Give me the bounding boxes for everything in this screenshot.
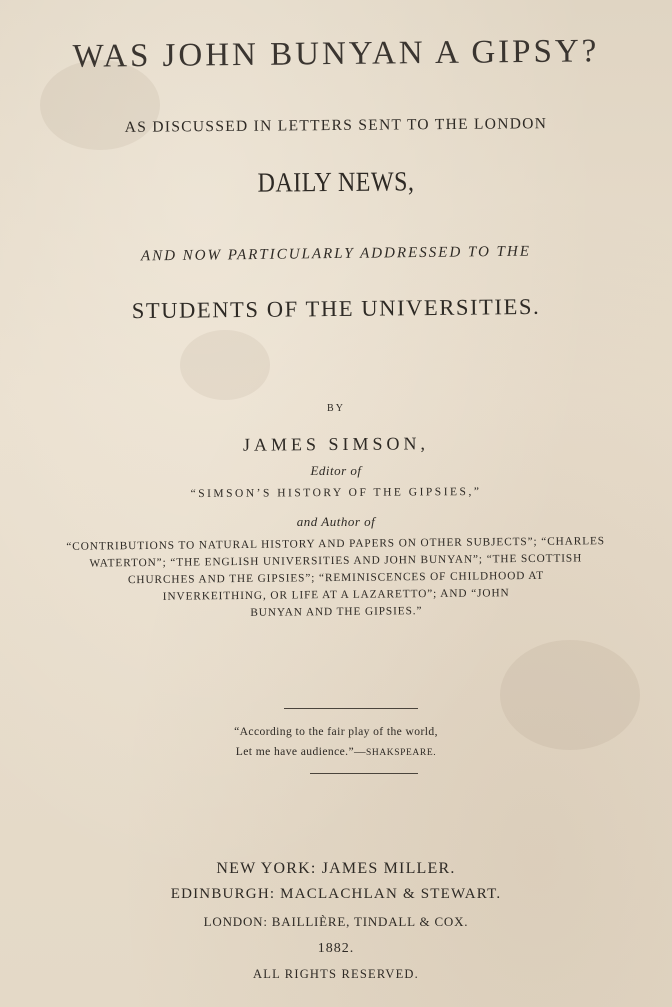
divider-rule-bottom (310, 773, 418, 774)
epigraph-line-2 (0, 742, 672, 763)
publication-year: 1882. (317, 941, 355, 956)
and-author-of-label: and Author of (296, 514, 376, 529)
rights-notice: ALL RIGHTS RESERVED. (253, 967, 419, 981)
audience-line: STUDENTS OF THE UNIVERSITIES. (131, 293, 541, 324)
book-title: WAS JOHN BUNYAN A GIPSY? (72, 33, 600, 75)
editor-of-label: Editor of (310, 463, 362, 478)
works-line: CHURCHES AND THE GIPSIES”; “REMINISCENCES OF CHILDHOOD AT (127, 569, 545, 587)
epigraph (0, 722, 672, 763)
epigraph-line-1: “According to the fair play of the world, (234, 725, 438, 738)
works-line: BUNYAN AND THE GIPSIES.” (250, 605, 423, 619)
newspaper-name: DAILY NEWS, (257, 167, 415, 199)
history-title: “SIMSON’S HISTORY OF THE GIPSIES,” (190, 485, 482, 501)
publisher-london: LONDON: BAILLIÈRE, TINDALL & COX. (203, 914, 469, 929)
works-line: INVERKEITHING, OR LIFE AT A LAZARETTO”; AND “JOHN (162, 587, 510, 603)
works-line: WATERTON”; “THE ENGLISH UNIVERSITIES AND JOHN BUNYAN”; “THE SCOTTISH (89, 552, 583, 570)
publisher-edinburgh: EDINBURGH: MACLACHLAN & STEWART. (170, 886, 502, 902)
author-name: JAMES SIMSON, (242, 433, 430, 455)
other-works (0, 532, 672, 624)
epigraph-text: Let me have audience.”— (235, 745, 366, 758)
paper-stain (180, 330, 270, 400)
by-label: BY (327, 403, 345, 414)
subtitle-line-1: AS DISCUSSED IN LETTERS SENT TO THE LONDON (124, 115, 548, 136)
publisher-new-york: NEW YORK: JAMES MILLER. (216, 860, 456, 877)
works-line: “CONTRIBUTIONS TO NATURAL HISTORY AND PAPERS ON OTHER SUBJECTS”; “CHARLES (66, 535, 606, 553)
subtitle-line-2: AND NOW PARTICULARLY ADDRESSED TO THE (140, 243, 532, 265)
divider-rule-top (284, 708, 418, 709)
epigraph-attribution: SHAKSPEARE. (366, 748, 437, 758)
